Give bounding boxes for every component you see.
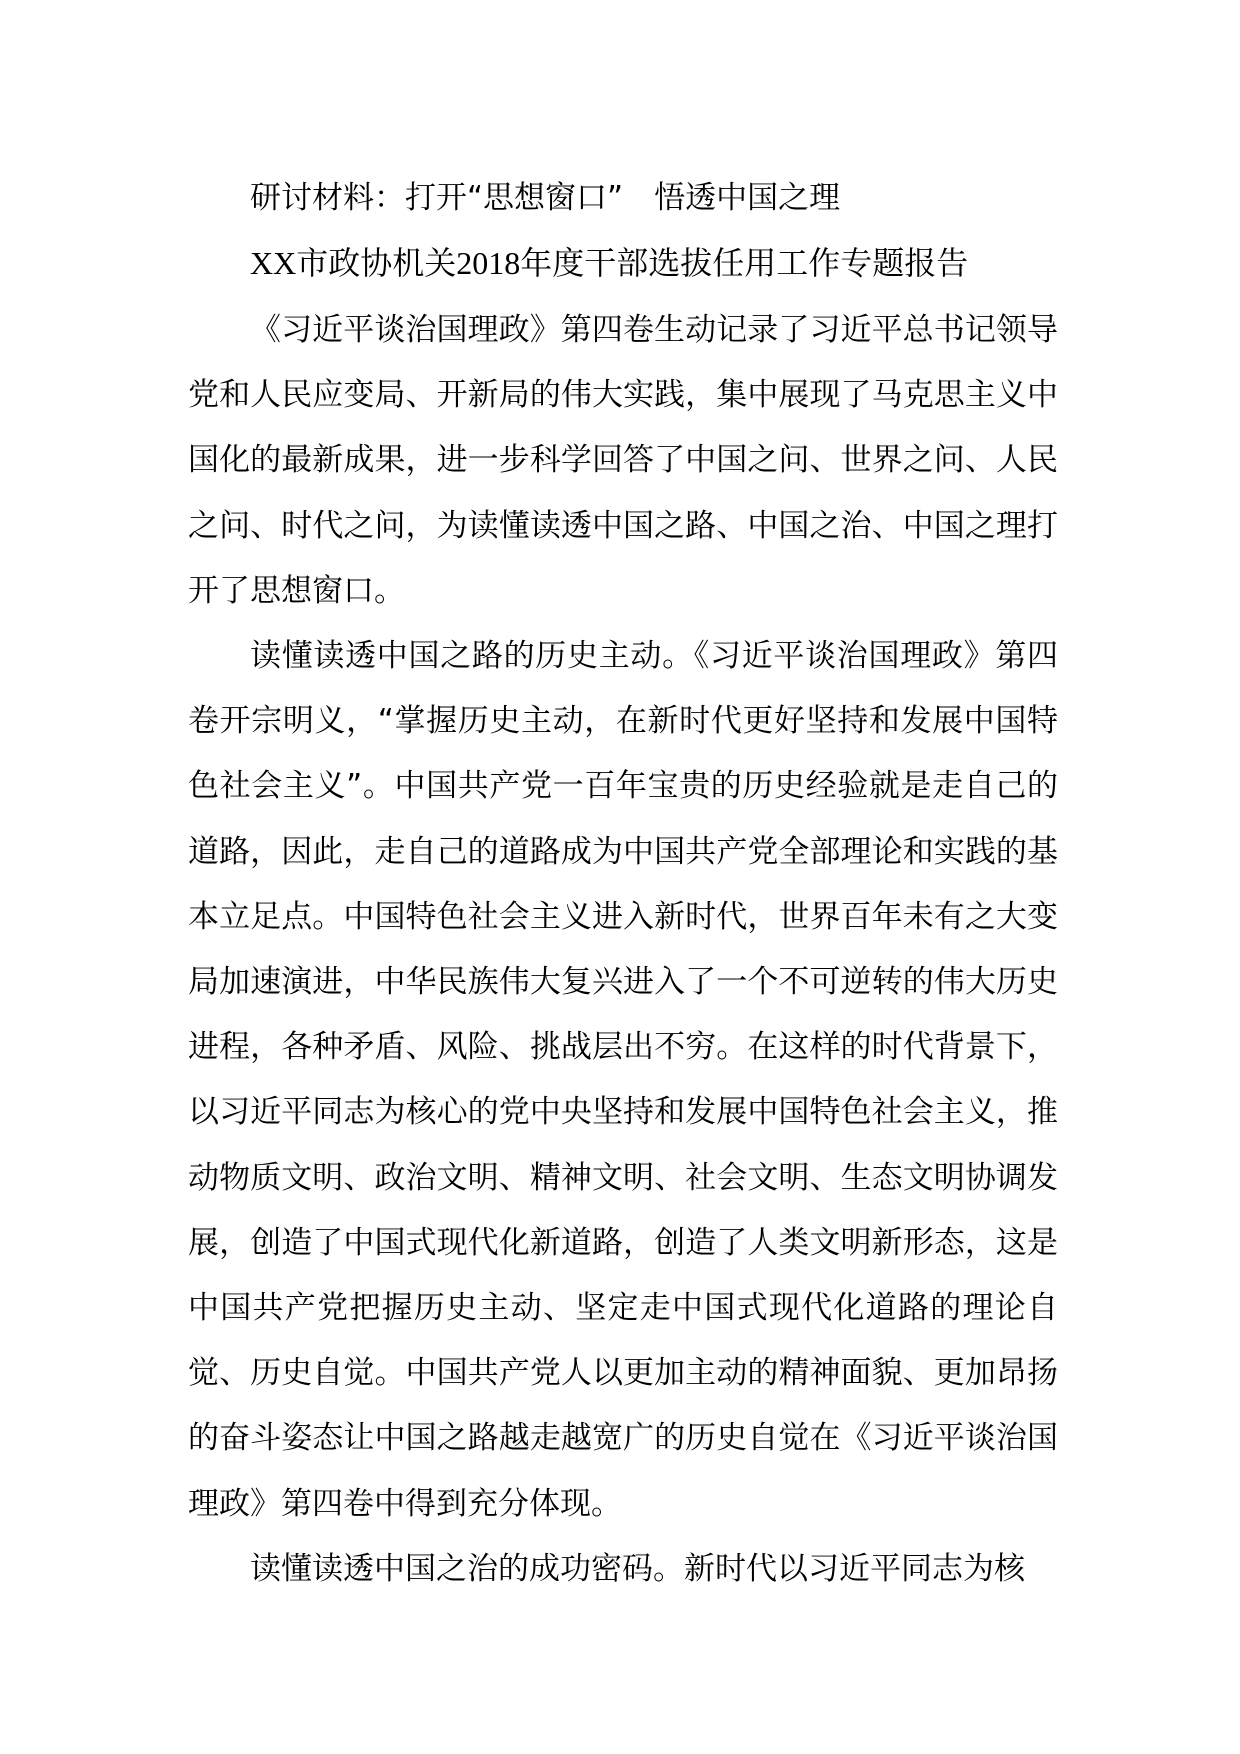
paragraph-china-path: 读懂读透中国之路的历史主动。《习近平谈治国理政》第四卷开宗明义，“掌握历史主动，在新时代更好坚持和发展中国特色社会主义”。中国共产党一百年宝贵的历史经验就是走自己的道路，因此，走自己的道路成为中国共产党全部理论和实践的基本立足点。中国特色社会主义进入新时代，世界百年未有之大变局加速演进，中华民族伟大复兴进入了一个不可逆转的伟大历史进程，各种矛盾、风险、挑战层出不穷。在这样的时代背景下，以习近平同志为核心的党中央坚持和发展中国特色社会主义，推动物质文明、政治文明、精神文明、社会文明、生态文明协调发展，创造了中国式现代化新道路，创造了人类文明新形态，这是中国共产党把握历史主动、坚定走中国式现代化道路的理论自觉、历史自觉。中国共产党人以更加主动的精神面貌、更加昂扬的奋斗姿态让中国之路越走越宽广的历史自觉在《习近平谈治国理政》第四卷中得到充分体现。 [188, 638, 1058, 1522]
document-title: 研讨材料：打开“思想窗口” 悟透中国之理 [250, 180, 841, 216]
document-subtitle: XX市政协机关2018年度干部选拔任用工作专题报告 [250, 245, 969, 281]
paragraph-china-governance: 读懂读透中国之治的成功密码。新时代以习近平同志为核 [250, 1550, 1025, 1587]
paragraph-intro: 《习近平谈治国理政》第四卷生动记录了习近平总书记领导党和人民应变局、开新局的伟大实践，集中展现了马克思主义中国化的最新成果，进一步科学回答了中国之问、世界之问、人民之问、时代之问，为读懂读透中国之路、中国之治、中国之理打开了思想窗口。 [188, 312, 1058, 609]
document-body [188, 298, 1058, 1602]
